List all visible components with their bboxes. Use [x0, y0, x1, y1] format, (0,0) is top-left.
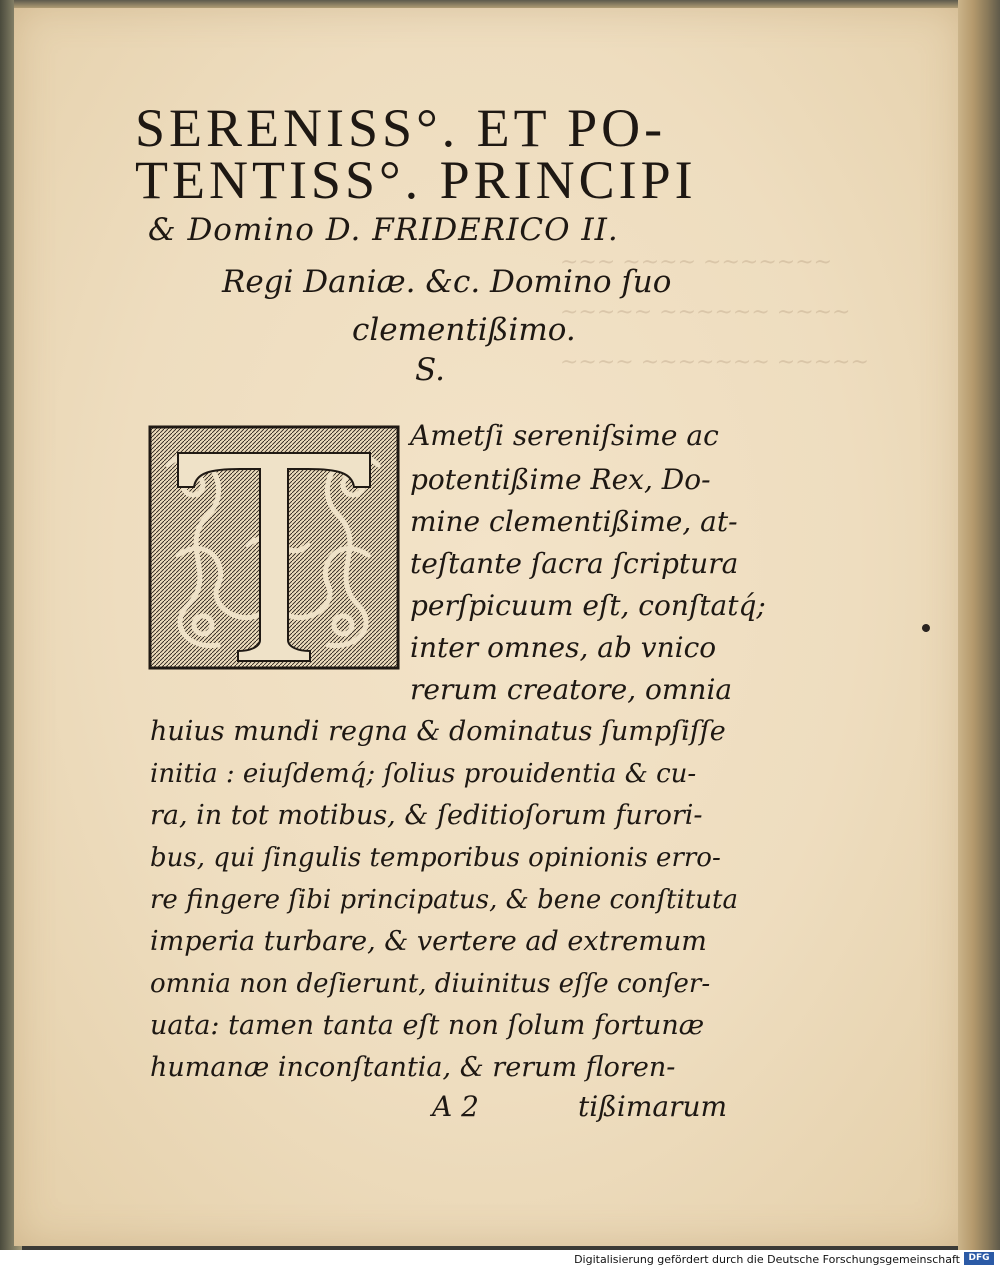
body-line: teſtante ſacra ſcriptura	[410, 547, 739, 580]
show-through-text: ~~~ ~~~~ ~~~~~~~	[560, 250, 833, 275]
body-line: omnia non deſierunt, diuinitus eſſe conſer-	[150, 969, 711, 999]
body-line: rerum creatore, omnia	[410, 673, 733, 706]
body-line: potentißime Rex, Do-	[410, 463, 711, 496]
body-line: re fingere ſibi principatus, & bene conſtituta	[150, 885, 738, 915]
show-through-text: ~~~~~ ~~~~~~ ~~~~	[560, 300, 851, 325]
dfg-logo[interactable]: DFG	[964, 1252, 994, 1265]
dedication-line-3: clementißimo.	[352, 312, 576, 348]
body-line: perſpicuum eſt, conſtatq́;	[410, 589, 766, 622]
show-through-text: ~~~~ ~~~~~~~ ~~~~~	[560, 350, 869, 375]
heading-line-2: TENTISS°. PRINCIPI	[135, 150, 697, 210]
body-line: mine clementißime, at-	[410, 505, 738, 538]
page-top-edge	[14, 0, 962, 8]
signature-mark: A 2	[432, 1090, 479, 1123]
digitization-footer	[0, 1250, 1000, 1268]
body-line: ra, in tot motibus, & ſeditioſorum furori-	[150, 800, 703, 831]
heading-line-1: SERENISS°. ET PO-	[135, 98, 667, 158]
dedication-line-1: & Domino D. FRIDERICO II.	[148, 212, 619, 248]
body-line: Ametſi sereniſsime ac	[410, 419, 719, 452]
dedication-line-2: Regi Daniæ. &c. Domino ſuo	[222, 264, 672, 300]
page-right-edge	[958, 0, 1000, 1250]
salutation: S.	[415, 352, 445, 388]
footer-credit: Digitalisierung gefördert durch die Deutsche Forschungsgemeinschaft	[574, 1253, 960, 1266]
body-line: humanæ inconſtantia, & rerum floren-	[150, 1052, 676, 1083]
body-line: huius mundi regna & dominatus ſumpſiſſe	[150, 716, 726, 747]
woodcut-ornament-icon	[148, 425, 400, 670]
body-line: inter omnes, ab vnico	[410, 631, 717, 664]
body-line: uata: tamen tanta eſt non ſolum fortunæ	[150, 1010, 705, 1041]
decorated-initial	[148, 425, 400, 670]
catchword: tißimarum	[578, 1090, 728, 1123]
body-line: imperia turbare, & vertere ad extremum	[150, 926, 707, 957]
body-line: bus, qui ſingulis temporibus opinionis erro-	[150, 843, 721, 873]
body-line: initia : eiuſdemq́; ſolius prouidentia & cu-	[150, 759, 697, 789]
